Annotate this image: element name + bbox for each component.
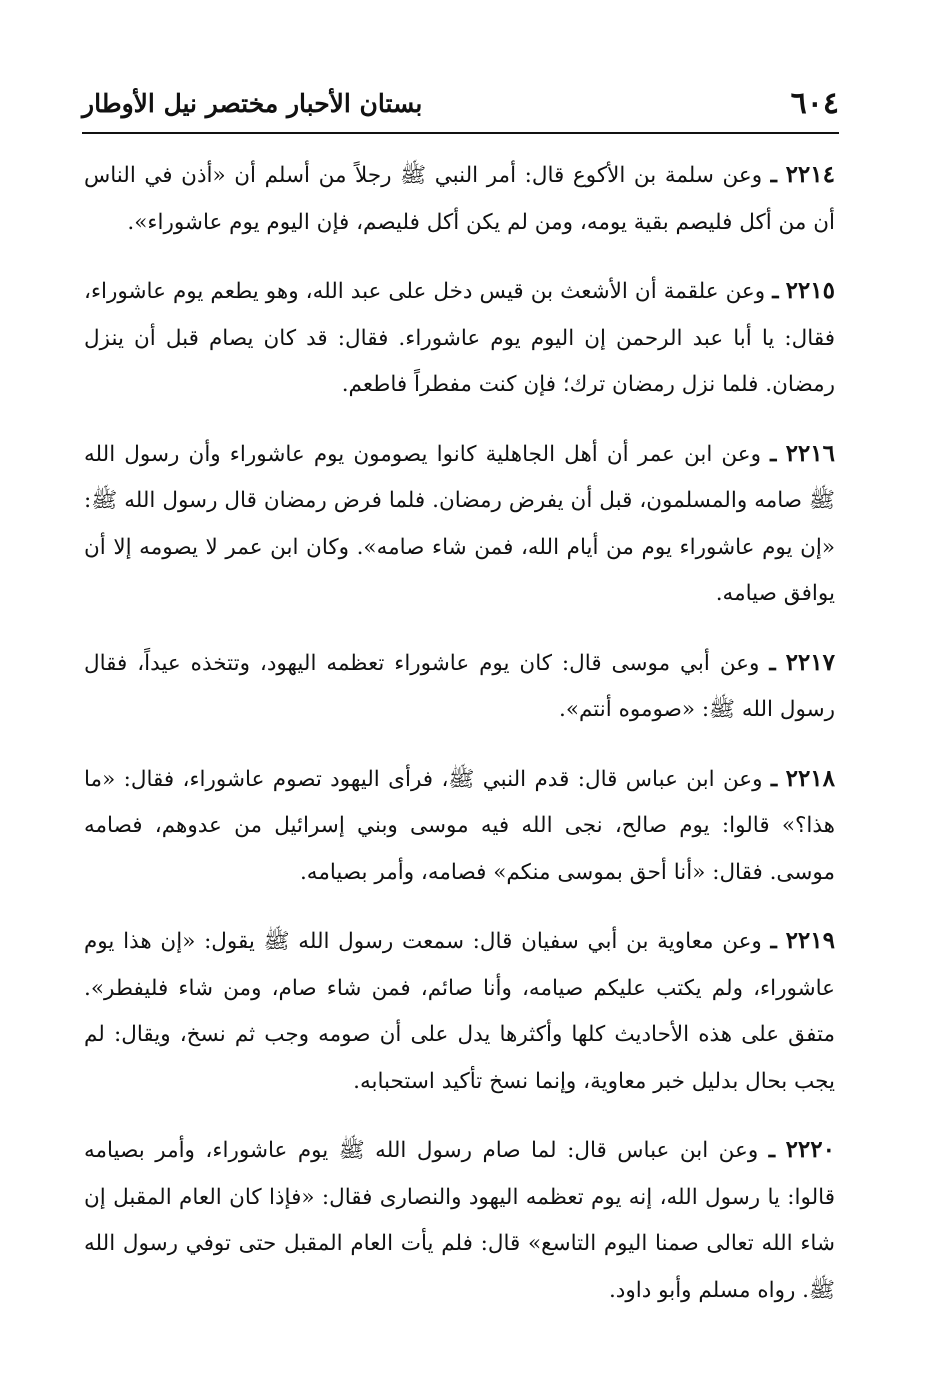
hadith-number: ٢٢١٩	[785, 927, 835, 954]
hadith-separator: ـ	[770, 929, 777, 954]
hadith-number: ٢٢١٦	[785, 439, 835, 467]
header-rule	[82, 132, 839, 134]
hadith-text: وعن ابن عمر أن أهل الجاهلية كانوا يصومون يوم عاشوراء وأن رسول الله ﷺ صامه والمسلمون، قبل أن يفرض رمضان. فلما فرض رمضان قال رسول الله ﷺ: «إن يوم عاشوراء يوم من أيام الله، فمن شاء صامه». وكان ابن عمر لا يصومه إلا أن يوافق صيامه.	[84, 441, 835, 606]
hadith-text: وعن أبي موسى قال: كان يوم عاشوراء تعظمه اليهود، وتتخذه عيداً، فقال رسول الله ﷺ: «صوموه أنتم».	[84, 650, 835, 722]
page-header	[82, 84, 839, 130]
hadith-paragraph	[84, 640, 835, 734]
hadith-text: وعن ابن عباس قال: قدم النبي ﷺ، فرأى اليهود تصوم عاشوراء، فقال: «ما هذا؟» قالوا: يوم صالح، نجى الله فيه موسى وبني إسرائيل من عدوهم، فصامه موسى. فقال: «أنا أحق بموسى منكم» فصامه، وأمر بصيامه.	[84, 766, 835, 885]
hadith-paragraph	[84, 918, 835, 1105]
hadith-separator: ـ	[770, 766, 778, 792]
hadith-separator: ـ	[770, 441, 777, 467]
hadith-separator: ـ	[770, 163, 777, 188]
hadith-number: ٢٢١٥	[785, 277, 835, 304]
hadith-paragraph	[84, 431, 835, 618]
hadith-separator: ـ	[772, 279, 779, 304]
hadith-separator: ـ	[768, 1138, 776, 1163]
running-title: بستان الأحبار مختصر نيل الأوطار	[82, 89, 423, 118]
hadith-text: وعن علقمة أن الأشعث بن قيس دخل على عبد الله، وهو يطعم يوم عاشوراء، فقال: يا أبا عبد الرحمن إن اليوم يوم عاشوراء. فقال: قد كان يصام قبل أن ينزل رمضان. فلما نزل رمضان ترك؛ فإن كنت مفطراً فاطعم.	[84, 279, 835, 397]
page-body	[84, 152, 835, 1336]
hadith-paragraph	[84, 756, 835, 897]
hadith-paragraph	[84, 268, 835, 409]
hadith-paragraph	[84, 1127, 835, 1314]
hadith-number: ٢٢١٤	[785, 161, 835, 188]
hadith-text: وعن معاوية بن أبي سفيان قال: سمعت رسول الله ﷺ يقول: «إن هذا يوم عاشوراء، ولم يكتب عليكم صيامه، وأنا صائم، فمن شاء صام، ومن شاء فليفطر». متفق على هذه الأحاديث كلها وأكثرها يدل على أن صومه وجب ثم نسخ، ويقال: لم يجب بحال بدليل خبر معاوية، وإنما نسخ تأكيد استحبابه.	[84, 929, 835, 1094]
hadith-text: وعن ابن عباس قال: لما صام رسول الله ﷺ يوم عاشوراء، وأمر بصيامه قالوا: يا رسول الله، إنه يوم تعظمه اليهود والنصارى فقال: «فإذا كان العام المقبل إن شاء الله تعالى صمنا اليوم التاسع» قال: فلم يأت العام المقبل حتى توفي رسول الله ﷺ. رواه مسلم وأبو داود.	[84, 1138, 835, 1303]
hadith-paragraph	[84, 152, 835, 246]
hadith-number: ٢٢١٨	[785, 764, 836, 792]
page-number: ٦٠٤	[790, 86, 839, 121]
hadith-text: وعن سلمة بن الأكوع قال: أمر النبي ﷺ رجلاً من أسلم أن «أذن في الناس أن من أكل فليصم بقية يومه، ومن لم يكن أكل فليصم، فإن اليوم يوم عاشوراء».	[84, 163, 835, 235]
hadith-separator: ـ	[769, 650, 776, 676]
hadith-number: ٢٢٢٠	[785, 1136, 835, 1163]
hadith-number: ٢٢١٧	[785, 648, 835, 676]
